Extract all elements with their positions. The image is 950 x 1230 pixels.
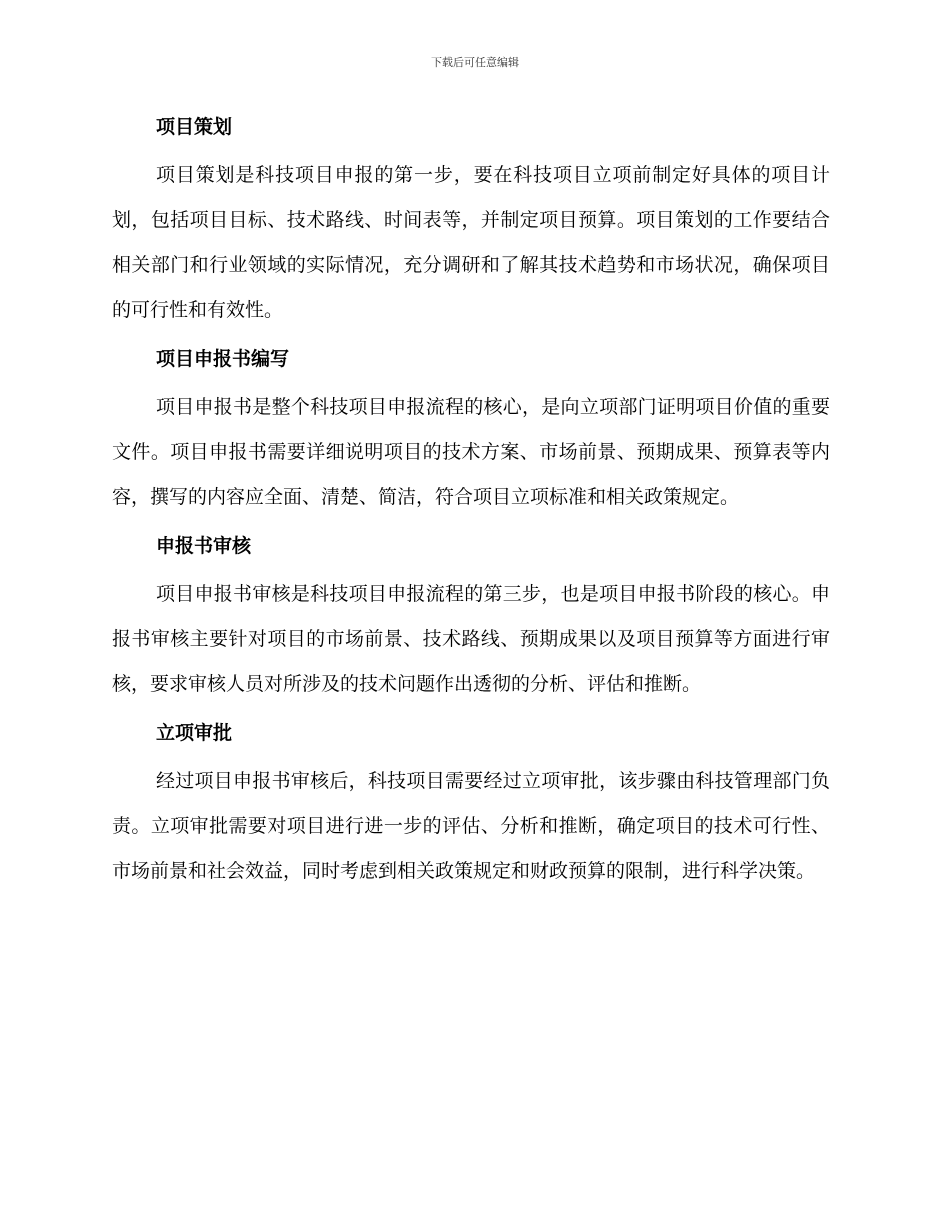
- section-paragraph: 项目策划是科技项目申报的第一步，要在科技项目立项前制定好具体的项目计划，包括项目目标、技术路线、时间表等，并制定项目预算。项目策划的工作要结合相关部门和行业领域的实际情况，充分调研和了解其技术趋势和市场状况，确保项目的可行性和有效性。: [112, 164, 830, 321]
- document-body: [112, 110, 830, 906]
- section-paragraph: 经过项目申报书审核后，科技项目需要经过立项审批，该步骤由科技管理部门负责。立项审批需要对项目进行进一步的评估、分析和推断，确定项目的技术可行性、市场前景和社会效益，同时考虑到相关政策规定和财政预算的限制，进行科学决策。: [112, 770, 830, 882]
- section-paragraph: 项目申报书是整个科技项目申报流程的核心，是向立项部门证明项目价值的重要文件。项目申报书需要详细说明项目的技术方案、市场前景、预期成果、预算表等内容，撰写的内容应全面、清楚、简洁，符合项目立项标准和相关政策规定。: [112, 396, 830, 508]
- section-heading: 立项审批: [156, 722, 233, 744]
- section-heading: 项目申报书编写: [156, 348, 290, 370]
- page-header-note: 下载后可任意编辑: [431, 56, 519, 69]
- section-paragraph: 项目申报书审核是科技项目申报流程的第三步，也是项目申报书阶段的核心。申报书审核主要针对项目的市场前景、技术路线、预期成果以及项目预算等方面进行审核，要求审核人员对所涉及的技术问题作出透彻的分析、评估和推断。: [112, 583, 830, 695]
- section-heading: 项目策划: [156, 116, 233, 138]
- section-project-planning: [112, 113, 830, 333]
- section-heading: 申报书审核: [156, 535, 252, 557]
- section-application-writing: [112, 345, 830, 520]
- section-project-approval: [112, 719, 830, 894]
- section-application-review: [112, 532, 830, 707]
